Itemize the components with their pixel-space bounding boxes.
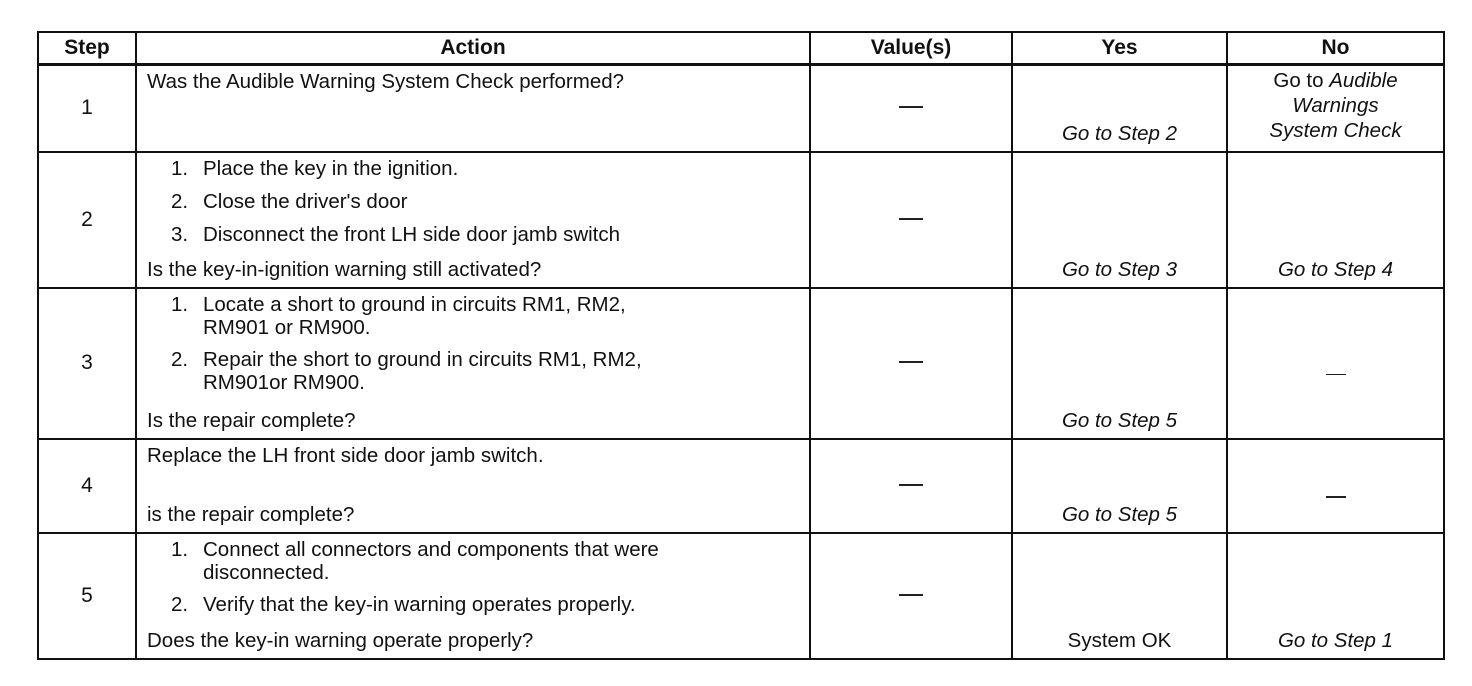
- list-item: [171, 348, 799, 394]
- header-no: No: [1227, 32, 1444, 65]
- list-item-number: 2.: [171, 592, 189, 616]
- value-dash: [899, 218, 923, 220]
- no-cell: [1227, 533, 1444, 659]
- header-yes: Yes: [1012, 32, 1227, 65]
- header-step: Step: [38, 32, 136, 65]
- diagnostic-table-sheet: [37, 31, 1445, 660]
- value-dash: [899, 361, 923, 363]
- list-item-text: Locate a short to ground in circuits RM1, RM2, RM901 or RM900.: [203, 292, 626, 339]
- list-item: [171, 157, 799, 181]
- no-outcome: Go to Step 1: [1277, 628, 1394, 652]
- no-outcome: [1228, 68, 1443, 143]
- action-question: Is the key-in-ignition warning still activated?: [147, 257, 542, 281]
- list-item: [171, 190, 799, 214]
- list-item-text: Verify that the key-in warning operates properly.: [203, 592, 636, 616]
- dash-mark: [1326, 374, 1346, 376]
- list-item-text: Disconnect the front LH side door jamb switch: [203, 222, 621, 246]
- value-text: [923, 584, 924, 585]
- list-item: [171, 223, 799, 247]
- action-question: Does the key-in warning operate properly?: [147, 628, 534, 652]
- no-cell: [1227, 152, 1444, 288]
- step-number: 5: [38, 533, 136, 659]
- list-item-number: 3.: [171, 222, 189, 246]
- action-cell: [136, 152, 810, 288]
- yes-outcome: Go to Step 3: [1061, 257, 1178, 281]
- table-row: [38, 533, 1444, 659]
- header-values: Value(s): [810, 32, 1012, 65]
- no-ref-audible: Audible: [1329, 69, 1398, 92]
- value-dash: [899, 106, 923, 108]
- action-text: Replace the LH front side door jamb switch.: [147, 443, 544, 467]
- yes-outcome: Go to Step 5: [1061, 502, 1178, 526]
- no-cell: [1227, 288, 1444, 439]
- dash-mark: [1326, 496, 1346, 498]
- no-cell: [1227, 439, 1444, 533]
- action-cell: [136, 288, 810, 439]
- action-steps-list: [147, 538, 799, 617]
- value-dash: [899, 594, 923, 596]
- step-number: 1: [38, 65, 136, 152]
- list-item-text: Repair the short to ground in circuits RM1, RM2, RM901or RM900.: [203, 347, 642, 394]
- list-item-number: 1.: [171, 292, 189, 316]
- list-item-text: Close the driver's door: [203, 189, 408, 213]
- action-steps-list: [147, 293, 799, 394]
- list-item-text: Place the key in the ignition.: [203, 156, 459, 180]
- table-row: [38, 288, 1444, 439]
- list-item-text: Connect all connectors and components that were disconnected.: [203, 537, 659, 584]
- no-ref-warnings: Warnings: [1292, 94, 1379, 117]
- value-text: [923, 351, 924, 352]
- list-item: [171, 293, 799, 339]
- yes-outcome: Go to Step 2: [1061, 121, 1178, 145]
- action-cell: [136, 439, 810, 533]
- no-outcome-dash: [1228, 486, 1443, 510]
- header-row: [38, 32, 1444, 65]
- action-text: Was the Audible Warning System Check performed?: [147, 70, 625, 93]
- yes-outcome: Go to Step 5: [1061, 408, 1178, 432]
- value-text: [923, 208, 924, 209]
- value-cell: [810, 65, 1012, 152]
- action-steps-list: [147, 157, 799, 247]
- no-outcome: [1336, 289, 1337, 290]
- yes-outcome: System OK: [1067, 628, 1172, 652]
- action-cell: [136, 65, 810, 152]
- no-outcome: [1336, 440, 1337, 441]
- step-number: 3: [38, 288, 136, 439]
- value-cell: [810, 152, 1012, 288]
- yes-cell: [1012, 288, 1227, 439]
- value-cell: [810, 288, 1012, 439]
- table-row: [38, 152, 1444, 288]
- value-text: [923, 474, 924, 475]
- diagnostic-table: [37, 31, 1445, 660]
- list-item-number: 2.: [171, 347, 189, 371]
- list-item-number: 1.: [171, 537, 189, 561]
- value-text: [923, 96, 924, 97]
- yes-cell: [1012, 65, 1227, 152]
- header-action: Action: [136, 32, 810, 65]
- no-prefix: Go to: [1273, 69, 1330, 92]
- value-cell: [810, 533, 1012, 659]
- list-item-number: 1.: [171, 156, 189, 180]
- no-cell: [1227, 65, 1444, 152]
- no-outcome: Go to Step 4: [1277, 257, 1394, 281]
- no-outcome-dash: [1228, 363, 1443, 387]
- step-number: 4: [38, 439, 136, 533]
- action-cell: [136, 533, 810, 659]
- list-item: [171, 593, 799, 617]
- table-row: [38, 439, 1444, 533]
- table-row: [38, 65, 1444, 152]
- action-question: is the repair complete?: [147, 502, 355, 526]
- action-question: Is the repair complete?: [147, 408, 356, 432]
- value-cell: [810, 439, 1012, 533]
- step-number: 2: [38, 152, 136, 288]
- no-ref-system-check: System Check: [1269, 119, 1402, 142]
- yes-cell: [1012, 152, 1227, 288]
- value-dash: [899, 484, 923, 486]
- list-item: [171, 538, 799, 584]
- list-item-number: 2.: [171, 189, 189, 213]
- yes-cell: [1012, 439, 1227, 533]
- yes-cell: [1012, 533, 1227, 659]
